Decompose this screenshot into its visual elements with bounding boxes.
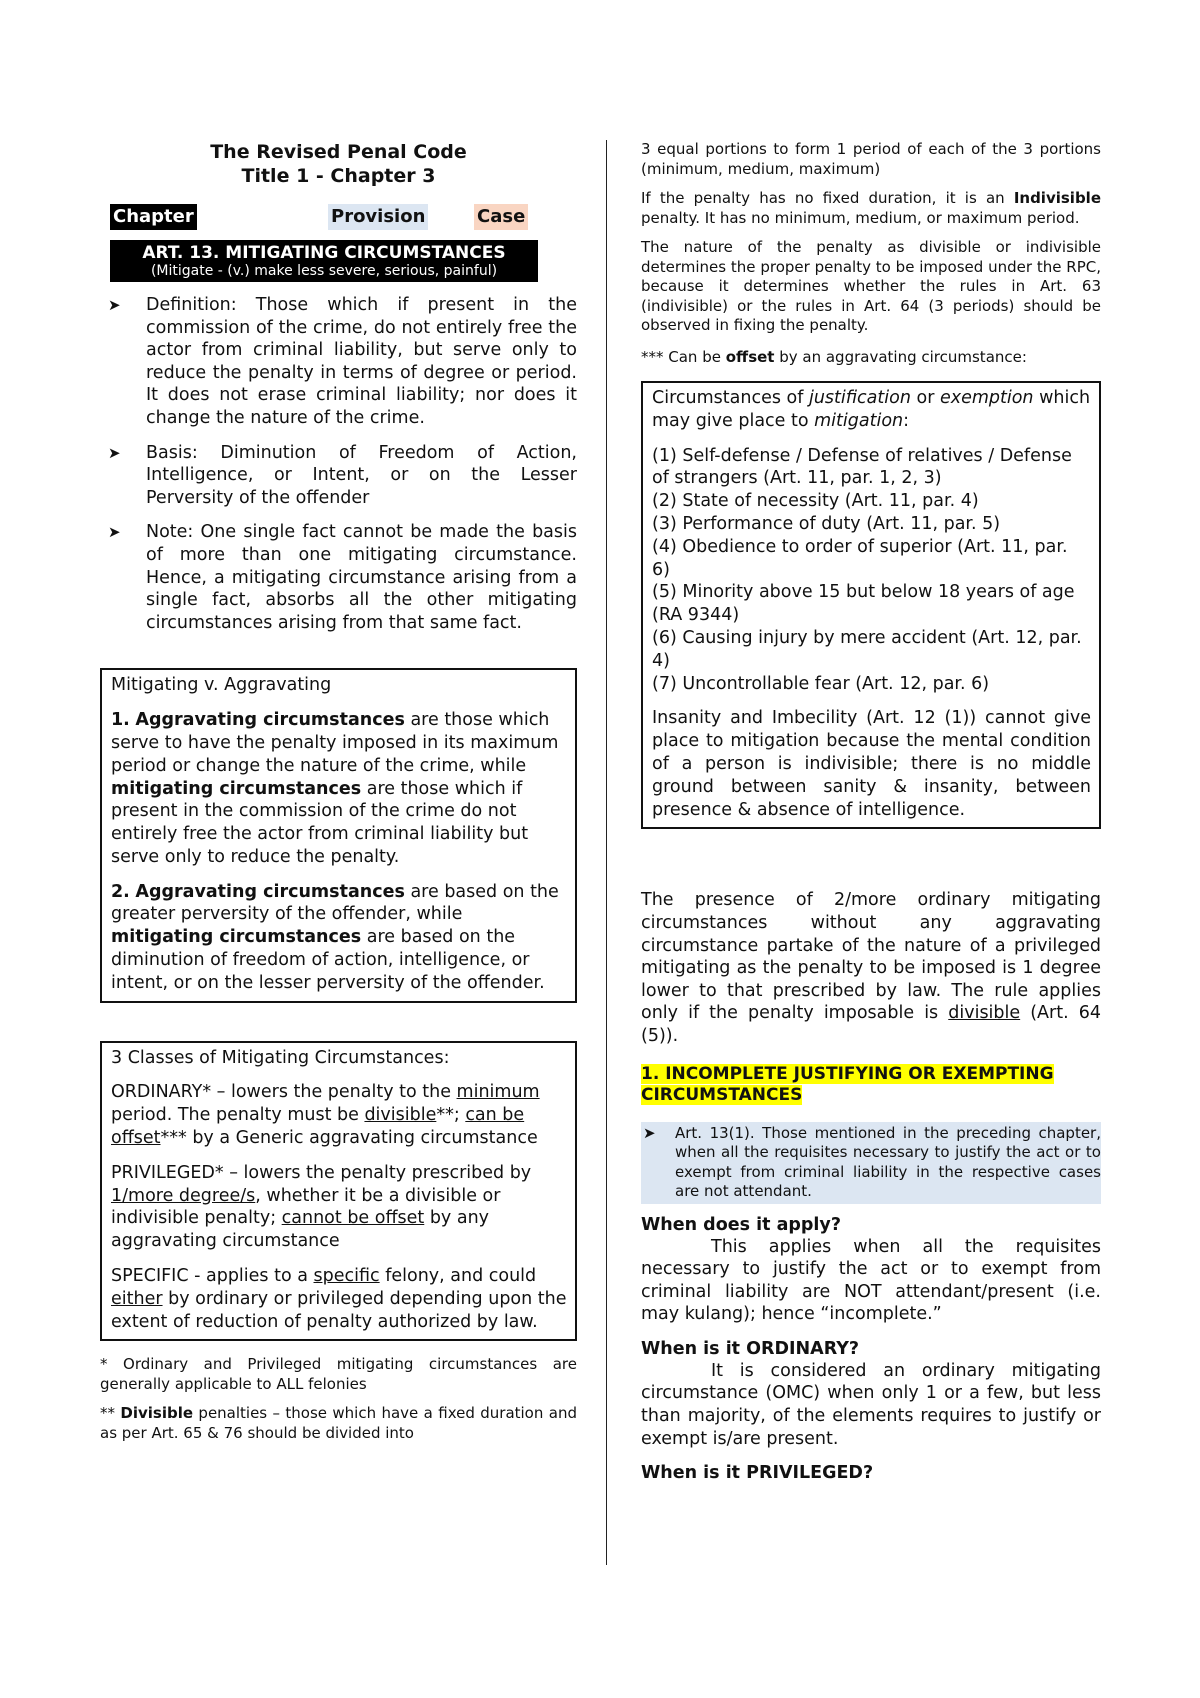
list-item: (3) Performance of duty (Art. 11, par. 5) [652,513,1001,534]
legend-case: Case [474,204,528,230]
footnotes [100,1355,577,1443]
section-heading-text: 1. INCOMPLETE JUSTIFYING OR EXEMPTING CIRCUMSTANCES [641,1063,1054,1105]
column-divider [606,140,607,1565]
article-heading [110,240,538,282]
list-item [100,442,577,510]
list-item: (4) Obedience to order of superior (Art. 11, par. 6) [652,536,1068,580]
right-column [641,140,1101,1484]
indivisible-note: If the penalty has no fixed duration, it is an Indivisible penalty. It has no minimum, medium, or maximum period. [641,189,1101,227]
definition-list [100,294,577,634]
presence-paragraph: The presence of 2/more ordinary mitigating circumstances without any aggravating circumstance partake of the nature of a privileged mitigating as the penalty to be imposed is 1 degree lower to that prescribed by law. The rule applies only if the penalty imposable is divisible (Art. 64 (5)). [641,890,1101,1046]
title-line-1: The Revised Penal Code [210,141,467,163]
class-privileged: PRIVILEGED* – lowers the penalty prescribed by 1/more degree/s, whether it be a divisible or indivisible penalty; cannot be offset by any aggravating circumstance [111,1162,532,1252]
footnote-1: * Ordinary and Privileged mitigating circumstances are generally applicable to ALL felonies [100,1355,577,1393]
color-legend [100,204,577,234]
arrow-bullet-icon: ➤ [108,443,121,462]
list-item [100,521,577,634]
qa-section [641,1214,1101,1485]
mitigating-vs-aggravating-box [100,668,577,1002]
article-title: ART. 13. MITIGATING CIRCUMSTANCES [142,243,506,263]
bullet-text: Definition: Those which if present in the commission of the crime, do not entirely free the actor from criminal liability, but serve only to reduce the penalty in terms of degree or period. It does not erase criminal liability; nor does it change the nature of the crime. [146,295,577,428]
left-column [100,140,577,1443]
offset-note: *** Can be offset by an aggravating circumstance: [641,347,1027,366]
arrow-bullet-icon: ➤ [108,523,121,542]
bullet-text: Basis: Diminution of Freedom of Action, Intelligence, or Intent, or on the Lesser Perversity of the offender [146,442,577,508]
question-privileged: When is it PRIVILEGED? [641,1463,874,1484]
provision-text: Art. 13(1). Those mentioned in the preceding chapter, when all the requisites necessary to justify the act or to exempt from criminal liability in the respective cases are not attendant. [675,1123,1101,1200]
bullet-text: Note: One single fact cannot be made the basis of more than one mitigating circumstance. Hence, a mitigating circumstance arising from a single fact, absorbs all the other mitigating circumstances arising from that same fact. [146,522,577,633]
list-item: (6) Causing injury by mere accident (Art. 12, par. 4) [652,627,1082,671]
question-apply: When does it apply? [641,1214,841,1235]
list-item: (2) State of necessity (Art. 11, par. 4) [652,491,979,512]
list-item: (7) Uncontrollable fear (Art. 12, par. 6) [652,673,990,694]
list-item [100,294,577,430]
nature-note: The nature of the penalty as divisible or indivisible determines the proper penalty to be imposed under the RPC, because it determines whether the rules in Art. 63 (indivisible) or the rules in Art. 64 (3 periods) should be observed in fixing the penalty. [641,238,1101,334]
footnote-2: ** Divisible penalties – those which have a fixed duration and as per Art. 65 & 76 should be divided into [100,1404,577,1442]
title-line-2: Title 1 - Chapter 3 [241,165,436,187]
classes-box [100,1041,577,1342]
box-heading: 3 Classes of Mitigating Circumstances: [111,1047,450,1068]
box-heading: Mitigating v. Aggravating [111,675,332,696]
section-heading-incomplete [641,1064,1101,1106]
list-item: (1) Self-defense / Defense of relatives / Defense of strangers (Art. 11, par. 1, 2, 3) [652,445,1072,489]
class-ordinary: ORDINARY* – lowers the penalty to the minimum period. The penalty must be divisible**; can be offset*** by a Generic aggravating circumstance [111,1082,540,1149]
comparison-point-2: 2. Aggravating circumstances are based on the greater perversity of the offender, while mitigating circumstances are based on the diminution of freedom of action, intelligence, or intent, or on the lesser perversity of the offender. [111,881,559,993]
class-specific: SPECIFIC - applies to a specific felony, and could either by ordinary or privileged depending upon the extent of reduction of penalty authorized by law. [111,1266,567,1332]
document-title [100,140,577,188]
provision-art-13-1 [641,1122,1101,1204]
arrow-bullet-icon: ➤ [643,1123,656,1142]
penalty-notes [641,140,1101,367]
legend-chapter: Chapter [110,204,197,230]
divisible-continued: 3 equal portions to form 1 period of each of the 3 portions (minimum, medium, maximum) [641,140,1101,178]
legend-provision: Provision [328,204,428,230]
answer-apply: This applies when all the requisites necessary to justify the act or to exempt from criminal liability are NOT attendant/present (i.e. may kulang); hence “incomplete.” [641,1236,1101,1325]
article-subtitle: (Mitigate - (v.) make less severe, serious, painful) [150,263,498,279]
justification-exemption-box [641,381,1101,829]
list-item: (5) Minority above 15 but below 18 years of age (RA 9344) [652,582,1075,626]
comparison-point-1: 1. Aggravating circumstances are those which serve to have the penalty imposed in its maximum period or change the nature of the crime, while mitigating circumstances are those which if present in the commission of the crime do not entirely free the actor from criminal liability but serve only to reduce the penalty. [111,710,559,867]
answer-ordinary: It is considered an ordinary mitigating circumstance (OMC) when only 1 or a few, but less than majority, of the elements requires to justify or exempt is/are present. [641,1360,1101,1449]
arrow-bullet-icon: ➤ [108,296,121,314]
insanity-note: Insanity and Imbecility (Art. 12 (1)) cannot give place to mitigation because the mental condition of a person is indivisible; there is no middle ground between sanity & insanity, between presence & absence of intelligence. [652,708,1091,820]
box-heading: Circumstances of justification or exemption which may give place to mitigation: [652,388,1091,431]
question-ordinary: When is it ORDINARY? [641,1338,860,1359]
